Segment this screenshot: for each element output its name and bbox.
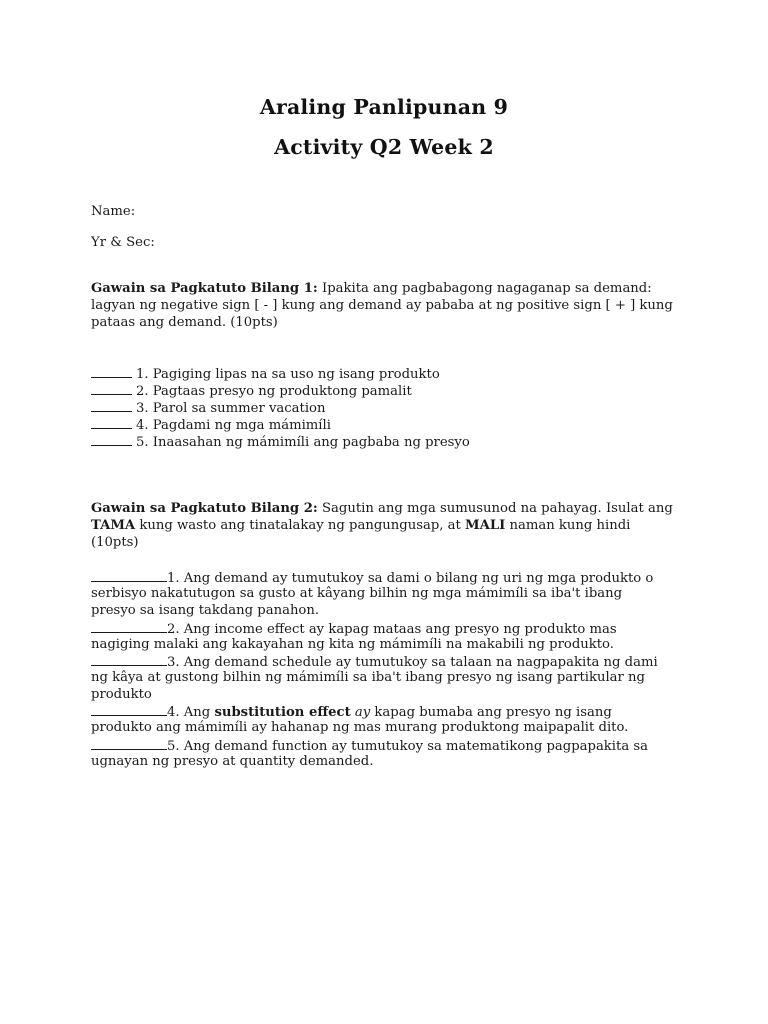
activity2-item-ital: ay xyxy=(354,705,371,720)
activity2-item3-line2: ng kâya at gustong bilhin ng mámimíli sa iba't ibang presyo ng isang partikular ng xyxy=(91,670,645,685)
activity1-instruction-line2: lagyan ng negative sign [ - ] kung ang demand ay pababa at ng positive sign [ + ] kung xyxy=(91,298,673,313)
answer-blank[interactable] xyxy=(91,365,132,378)
activity2-item1-line1 xyxy=(91,569,653,588)
activity1-instruction-line1 xyxy=(91,281,652,298)
activity2-item-text: 4. Ang xyxy=(167,705,211,720)
activity2-instruction-text: Sagutin ang mga sumusunod na pahayag. Isulat ang xyxy=(321,501,673,516)
activity2-item4-line1 xyxy=(91,703,612,722)
activity2-item1-line3: presyo sa isang takdang panahon. xyxy=(91,603,320,618)
document-title: Araling Panlipunan 9 xyxy=(259,95,509,119)
mali-keyword: MALI xyxy=(465,518,506,533)
activity2-item-text: kapag bumaba ang presyo ng isang xyxy=(374,705,612,720)
activity1-item-text: 1. Pagiging lipas na sa uso ng isang produkto xyxy=(136,367,440,382)
activity2-item2-line1 xyxy=(91,620,617,639)
name-field-label: Name: xyxy=(91,204,136,219)
activity1-item-text: 3. Parol sa summer vacation xyxy=(136,401,326,416)
answer-blank[interactable] xyxy=(91,653,167,666)
activity2-item1-line2: serbisyo nakatutugon sa gusto at kâyang bilhin ng mga mámimíli sa iba't ibang xyxy=(91,586,623,601)
activity1-item-text: 5. Inaasahan ng mámimíli ang pagbaba ng presyo xyxy=(136,435,470,450)
activity2-item-text: 1. Ang demand ay tumutukoy sa dami o bilang ng uri ng mga produkto o xyxy=(167,571,654,586)
activity2-item-text: 5. Ang demand function ay tumutukoy sa matematikong pagpapakita sa xyxy=(167,739,649,754)
answer-blank[interactable] xyxy=(91,433,132,446)
activity2-item3-line3: produkto xyxy=(91,687,152,702)
activity2-instruction-line3: (10pts) xyxy=(91,535,139,550)
answer-blank[interactable] xyxy=(91,737,167,750)
answer-blank[interactable] xyxy=(91,416,132,429)
activity2-instruction-text: naman kung hindi xyxy=(509,518,631,533)
activity1-instruction-line3: pataas ang demand. (10pts) xyxy=(91,315,278,330)
activity2-instruction-text: kung wasto ang tinatalakay ng pangungusap, at xyxy=(139,518,461,533)
activity1-heading: Gawain sa Pagkatuto Bilang 1: xyxy=(91,281,318,296)
tama-keyword: TAMA xyxy=(91,518,136,533)
activity1-item xyxy=(91,433,470,452)
answer-blank[interactable] xyxy=(91,620,167,633)
activity1-item xyxy=(91,416,331,435)
answer-blank[interactable] xyxy=(91,569,167,582)
activity2-item-text: 3. Ang demand schedule ay tumutukoy sa talaan na nagpapakita ng dami xyxy=(167,655,658,670)
activity2-item5-line1 xyxy=(91,737,648,756)
activity2-heading: Gawain sa Pagkatuto Bilang 2: xyxy=(91,501,318,516)
activity1-item xyxy=(91,382,412,401)
answer-blank[interactable] xyxy=(91,703,167,716)
activity2-item3-line1 xyxy=(91,653,658,672)
substitution-effect-term: substitution effect xyxy=(214,705,351,720)
activity1-item xyxy=(91,399,325,418)
activity2-item-text: 2. Ang income effect ay kapag mataas ang presyo ng produkto mas xyxy=(167,622,617,637)
activity2-instruction-line1 xyxy=(91,501,673,518)
activity1-item-text: 2. Pagtaas presyo ng produktong pamalit xyxy=(136,384,412,399)
answer-blank[interactable] xyxy=(91,399,132,412)
answer-blank[interactable] xyxy=(91,382,132,395)
activity2-item4-line2: produkto ang mámimíli ay hahanap ng mas murang produktong maipapalit dito. xyxy=(91,720,629,735)
yr-sec-field-label: Yr & Sec: xyxy=(91,235,155,250)
activity1-item xyxy=(91,365,440,384)
activity2-item5-line2: ugnayan ng presyo at quantity demanded. xyxy=(91,754,374,769)
activity2-instruction-line2 xyxy=(91,518,630,535)
activity1-instruction-text: Ipakita ang pagbabagong nagaganap sa demand: xyxy=(321,281,652,296)
document-subtitle: Activity Q2 Week 2 xyxy=(274,135,494,159)
activity1-item-text: 4. Pagdami ng mga mámimíli xyxy=(136,418,331,433)
activity2-item2-line2: nagiging malaki ang kakayahan ng kita ng mámimíli na makabili ng produkto. xyxy=(91,637,614,652)
